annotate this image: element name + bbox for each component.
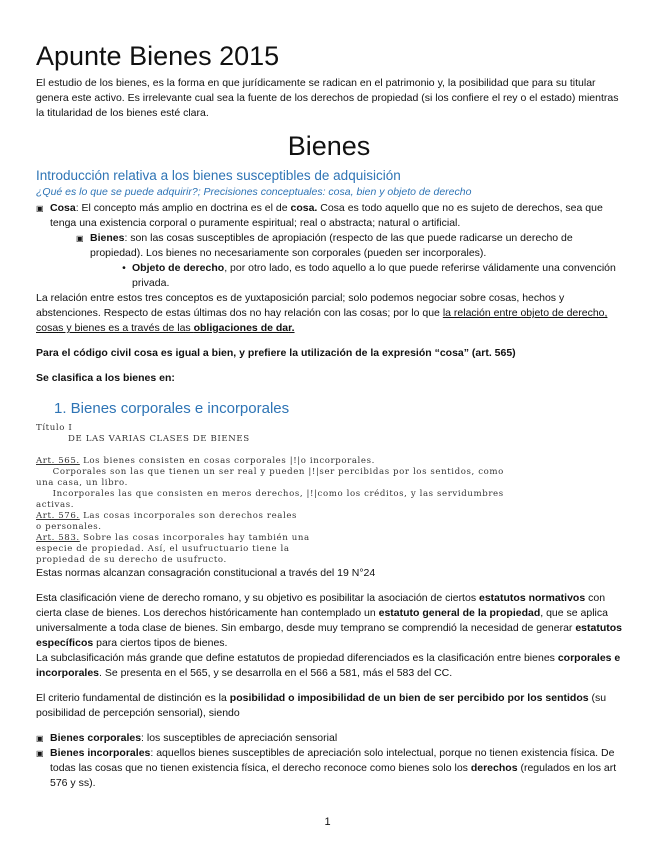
consagracion-paragraph: Estas normas alcanzan consagración constitucional a través del 19 N°24 bbox=[36, 567, 376, 579]
code-line: Art. 583. Sobre las cosas incorporales hay también una bbox=[36, 533, 310, 543]
document-page bbox=[36, 40, 622, 791]
code-line: DE LAS VARIAS CLASES DE BIENES bbox=[68, 434, 250, 444]
list-item-bienes: ▣ Bienes: son las cosas susceptibles de apropiación (respecto de las que puede radicarse un derecho de propiedad). Los bienes no necesariamente son corporales (pueden ser incorporales). bbox=[76, 232, 573, 259]
code-line: Corporales son las que tienen un ser real y pueden |!|ser percibidas por los sentidos, como bbox=[36, 467, 504, 477]
checkbox-bullet-icon: ▣ bbox=[36, 204, 44, 213]
term-cosa: Cosa bbox=[50, 202, 76, 214]
code-line bbox=[36, 445, 622, 456]
code-line: propiedad de su derecho de usufructo. bbox=[36, 555, 227, 565]
document-title: Apunte Bienes 2015 bbox=[36, 41, 280, 71]
subsection-title: 1. Bienes corporales e incorporales bbox=[54, 400, 290, 417]
code-line: Título I bbox=[36, 423, 73, 433]
code-line: Incorporales las que consisten en meros derechos, |!|como los créditos, y las servidumbres bbox=[36, 489, 504, 499]
section-title: Introducción relativa a los bienes susceptibles de adquisición bbox=[36, 168, 401, 183]
code-line: especie de propiedad. Así, el usufructuario tiene la bbox=[36, 544, 290, 554]
bullet-dot-icon: • bbox=[122, 262, 126, 274]
list-item-incorporales: ▣ Bienes incorporales: aquellos bienes susceptibles de apreciación solo intelectual, porque no tienen existencia física. De todas las cosas que no tienen existencia física, el derecho reconoce como bienes solo los derechos (regulados en los art 576 y ss). bbox=[36, 747, 617, 789]
code-line: Art. 576. Las cosas incorporales son derechos reales bbox=[36, 511, 298, 521]
checkbox-bullet-icon: ▣ bbox=[76, 234, 84, 243]
subclasificacion-paragraph: La subclasificación más grande que define estatutos de propiedad diferenciados es la clasificación entre bienes corporales e incorporales. Se presenta en el 565, y se desarrolla en el 566 a 581, más el 583 del CC. bbox=[36, 652, 621, 679]
page-number: 1 bbox=[324, 816, 331, 828]
origen-paragraph: Esta clasificación viene de derecho romano, y su objetivo es posibilitar la asociación de ciertos estatutos normativos con cierta clase de bienes. Los derechos históricamente han contemplado un estatuto general de la propiedad, que se aplica universalmente a toda clase de bienes. Sin embargo, desde muy temprano se comprendió la necesidad de generar estatutos específicos para ciertos tipos de bienes. bbox=[36, 592, 623, 649]
section-subtitle: ¿Qué es lo que se puede adquirir?; Precisiones conceptuales: cosa, bien y objeto de derecho bbox=[36, 186, 472, 198]
relacion-paragraph: La relación entre estos tres conceptos es de yuxtaposición parcial; solo podemos negociar sobre cosas, hechos y abstenciones. Respecto de estas últimas dos no hay relación con las cosas; por lo que la relación entre objeto de derecho, cosas y bienes es a través de las obligaciones de dar. bbox=[36, 292, 608, 334]
code-line: una casa, un libro. bbox=[36, 478, 128, 488]
criterio-paragraph: El criterio fundamental de distinción es la posibilidad o imposibilidad de un bien de ser percibido por los sentidos (su posibilidad de percepción sensorial), siendo bbox=[36, 692, 607, 719]
list-item-corporales: ▣ Bienes corporales: los susceptibles de apreciación sensorial bbox=[36, 732, 338, 744]
list-item-objeto: • Objeto de derecho, por otro lado, es todo aquello a lo que puede referirse válidamente una convención privada. bbox=[116, 261, 622, 291]
code-line: activas. bbox=[36, 500, 75, 510]
heading-bienes: Bienes bbox=[287, 131, 371, 161]
checkbox-bullet-icon: ▣ bbox=[36, 734, 44, 743]
code-line: Art. 565. Los bienes consisten en cosas corporales |!|o incorporales. bbox=[36, 456, 375, 466]
code-excerpt bbox=[36, 423, 622, 566]
term-objeto: Objeto de derecho bbox=[132, 262, 225, 274]
code-line: o personales. bbox=[36, 522, 102, 532]
intro-paragraph: El estudio de los bienes, es la forma en que jurídicamente se radican en el patrimonio y, la posibilidad que para su titular genera este activo. Es irrelevante cual sea la fuente de los derechos de propiedad (si los confiere el rey o el estado) mientras la titularidad de los bienes esté clara. bbox=[36, 77, 619, 119]
codigo-paragraph: Para el código civil cosa es igual a bien, y prefiere la utilización de la expresión “cosa” (art. 565) bbox=[36, 347, 516, 359]
term-bienes: Bienes bbox=[90, 232, 125, 244]
checkbox-bullet-icon: ▣ bbox=[36, 749, 44, 758]
clasifica-paragraph: Se clasifica a los bienes en: bbox=[36, 372, 175, 384]
list-item-cosa: ▣ Cosa: El concepto más amplio en doctrina es el de cosa. Cosa es todo aquello que no es sujeto de derechos, sea que tenga una existencia corporal o puramente espiritual; real o abstracta; natural o artificial. bbox=[36, 202, 603, 229]
